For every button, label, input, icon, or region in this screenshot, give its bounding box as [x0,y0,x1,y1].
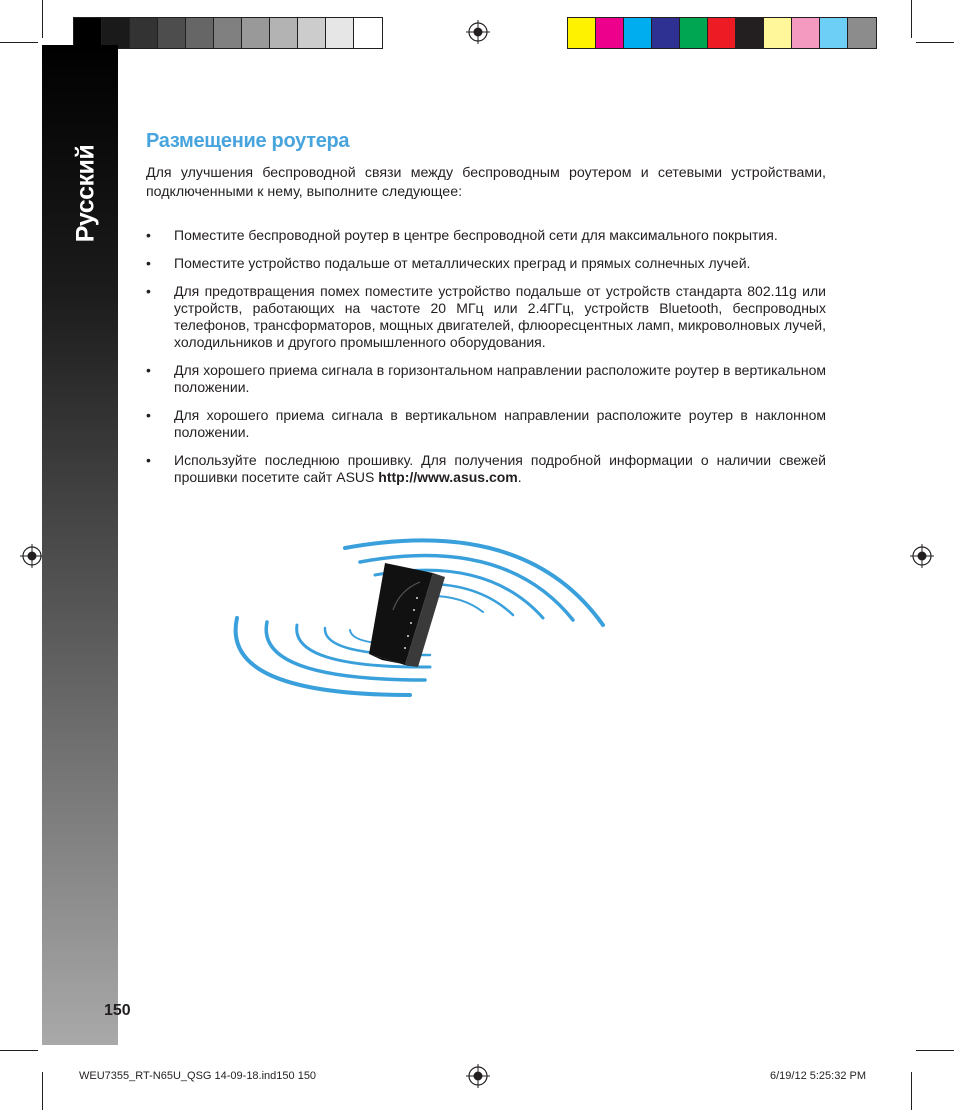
color-swatch [764,18,792,48]
gray-swatch [354,18,382,48]
list-item-tail: . [517,469,522,485]
gray-swatch [214,18,242,48]
list-item [146,362,826,396]
crop-mark [916,1050,954,1051]
color-swatch [596,18,624,48]
section-title: Размещение роутера [146,130,350,152]
asus-website-link[interactable]: http://www.asus.com [378,469,518,485]
bullet-mark: • [146,407,151,423]
gray-swatch [74,18,102,48]
gray-swatch [242,18,270,48]
list-item [146,407,826,441]
tips-list [146,227,826,497]
bullet-mark: • [146,283,151,299]
color-swatch [848,18,876,48]
bullet-mark: • [146,362,151,378]
registration-mark-icon [466,20,490,44]
page-number: 150 [104,1002,131,1019]
crop-mark [0,1050,38,1051]
list-item-text: Поместите беспроводной роутер в центре беспроводной сети для максимального покрытия. [174,227,778,243]
grayscale-swatches [73,17,383,49]
bullet-mark: • [146,452,151,468]
color-swatch [680,18,708,48]
router-illustration [225,530,615,710]
intro-paragraph: Для улучшения беспроводной связи между беспроводным роутером и сетевыми устройствами, подключенными к нему, выполните следующее: [146,165,826,200]
crop-mark [0,42,38,43]
list-item-text: Используйте последнюю прошивку. Для получения подробной информации о наличии свежей прошивки посетите сайт ASUS [174,452,826,485]
registration-mark-icon [20,544,44,568]
list-item-text: Поместите устройство подальше от металлических преград и прямых солнечных лучей. [174,255,751,271]
footer-file-info: WEU7355_RT-N65U_QSG 14-09-18.ind150 150 [79,1070,317,1082]
list-item [146,227,826,244]
color-swatch [568,18,596,48]
color-swatch [792,18,820,48]
gray-swatch [158,18,186,48]
list-item [146,283,826,351]
list-item-text: Для хорошего приема сигнала в вертикальном направлении расположите роутер в наклонном положении. [174,407,826,440]
color-swatch [652,18,680,48]
bullet-mark: • [146,255,151,271]
gray-swatch [186,18,214,48]
registration-mark-icon [466,1064,490,1088]
gray-swatch [298,18,326,48]
color-swatch [736,18,764,48]
language-label-text: Русский [71,144,100,242]
crop-mark [42,0,43,38]
bullet-mark: • [146,227,151,243]
color-swatch [624,18,652,48]
color-swatch [708,18,736,48]
list-item-text: Для предотвращения помех поместите устройство подальше от устройств стандарта 802.11g или устройств, работающих на частоте 20 МГц или 2.4ГГц, устройств Bluetooth, беспроводных телефонов, трансформаторов, мощных двигателей, флюоресцентных ламп, микроволновых лучей, холодильников и другого промышленного оборудования. [174,283,826,350]
language-tab-label [66,128,106,258]
gray-swatch [270,18,298,48]
crop-mark [911,1072,912,1110]
registration-mark-icon [910,544,934,568]
gray-swatch [326,18,354,48]
list-item-text: Для хорошего приема сигнала в горизонтальном направлении расположите роутер в вертикальном положении. [174,362,826,395]
crop-mark [911,0,912,38]
list-item [146,452,826,486]
color-swatches [567,17,877,49]
footer-timestamp: 6/19/12 5:25:32 PM [770,1070,867,1082]
router-body [369,563,445,670]
crop-mark [916,42,954,43]
gray-swatch [102,18,130,48]
color-swatch [820,18,848,48]
crop-mark [42,1072,43,1110]
list-item [146,255,826,272]
gray-swatch [130,18,158,48]
